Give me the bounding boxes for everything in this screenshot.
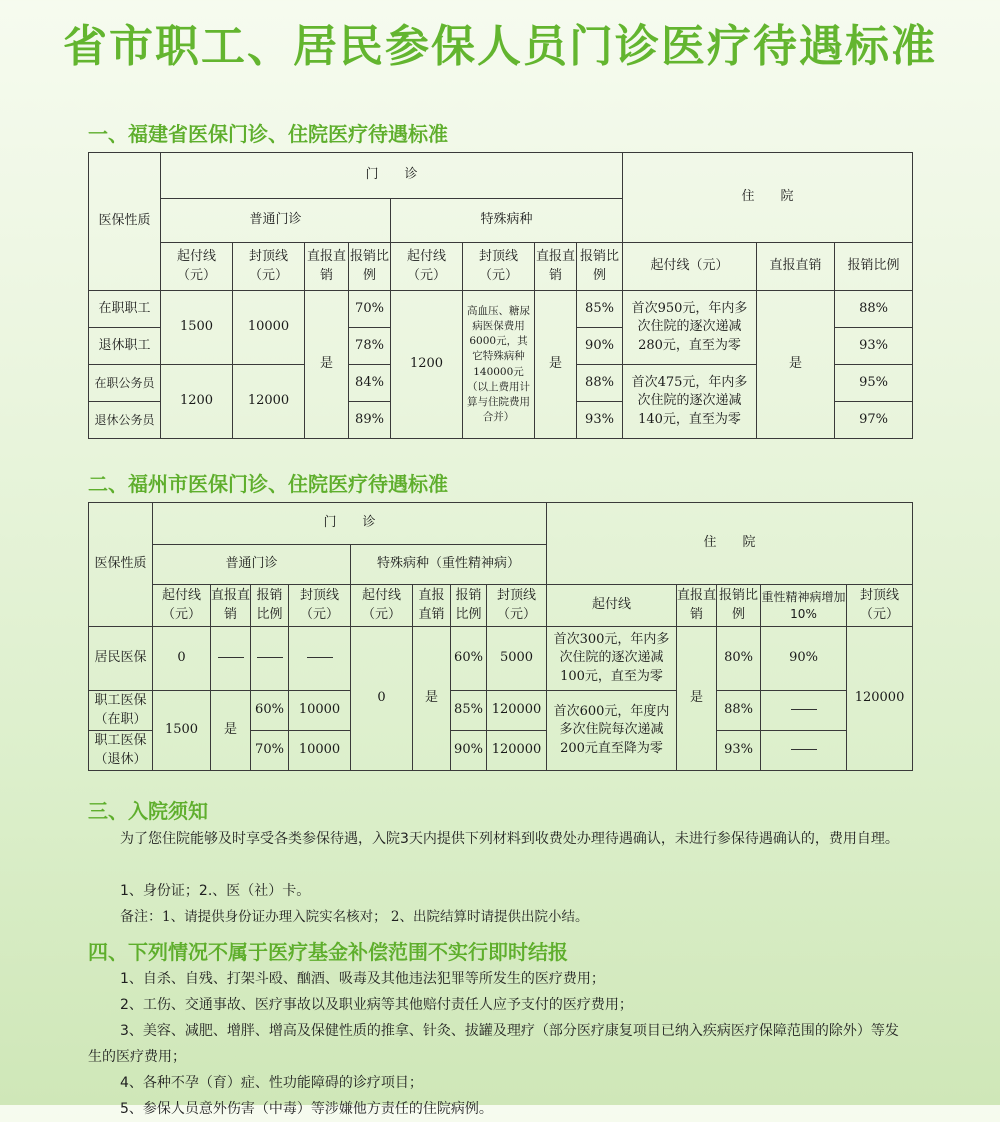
s2-row-label: 居民医保	[89, 627, 153, 691]
s2-in-direct: 是	[677, 627, 717, 771]
s1-h-in-deductible: 起付线（元）	[623, 243, 757, 291]
s2-gen-ratio-empty	[251, 627, 289, 691]
s1-sp-ratio: 90%	[577, 328, 623, 365]
s1-row-label: 在职职工	[89, 291, 161, 328]
s1-gen-cap: 12000	[233, 365, 305, 439]
s2-sp-ratio: 85%	[451, 691, 487, 731]
s2-gen-direct-empty	[211, 627, 251, 691]
s2-h-gen-ratio: 报销比例	[251, 585, 289, 627]
s2-sp-ratio: 60%	[451, 627, 487, 691]
s1-h-gen-cap: 封顶线（元）	[233, 243, 305, 291]
s2-header-inpatient: 住 院	[547, 503, 913, 585]
s1-gen-ratio: 89%	[349, 402, 391, 439]
s2-sp-direct: 是	[413, 627, 451, 771]
s2-header-nature: 医保性质	[89, 503, 153, 627]
s1-h-sp-direct: 直报直销	[535, 243, 577, 291]
section1-table	[88, 152, 913, 439]
section3-note-label: 备注：	[120, 909, 162, 925]
s1-in-ratio: 97%	[835, 402, 913, 439]
list-item: 4、各种不孕（育）症、性功能障碍的诊疗项目；	[120, 1075, 423, 1091]
s2-gen-deductible: 1500	[153, 691, 211, 771]
s1-in-ratio: 88%	[835, 291, 913, 328]
s1-sp-ratio: 85%	[577, 291, 623, 328]
s1-gen-deductible: 1200	[161, 365, 233, 439]
s2-sp-cap: 120000	[487, 691, 547, 731]
s1-sp-cap: 高血压、糖尿病医保费用6000元，其它特殊病种140000元（以上费用计算与住院费用合并）	[463, 291, 535, 439]
s2-sp-deductible: 0	[351, 627, 413, 771]
s1-h-in-ratio: 报销比例	[835, 243, 913, 291]
s1-h-sp-ratio: 报销比例	[577, 243, 623, 291]
s1-header-general: 普通门诊	[161, 199, 391, 243]
page-title: 省市职工、居民参保人员门诊医疗待遇标准	[63, 21, 937, 72]
s1-gen-deductible: 1500	[161, 291, 233, 365]
s1-h-gen-direct: 直报直销	[305, 243, 349, 291]
s2-h-sp-cap: 封顶线（元）	[487, 585, 547, 627]
s2-in-mental-empty	[761, 691, 847, 731]
s2-gen-direct: 是	[211, 691, 251, 771]
s2-header-outpatient: 门 诊	[153, 503, 547, 545]
section3-note-text: 1、请提供身份证办理入院实名核对； 2、出院结算时请提供出院小结。	[162, 909, 589, 925]
section4-list	[88, 966, 912, 1122]
s2-sp-cap: 120000	[487, 731, 547, 771]
s2-h-gen-cap: 封顶线（元）	[289, 585, 351, 627]
s1-sp-direct: 是	[535, 291, 577, 439]
section3-paragraph: 为了您住院能够及时享受各类参保待遇，入院3天内提供下列材料到收费处办理待遇确认，未进行参保待遇确认的，费用自理。	[120, 831, 899, 847]
s2-gen-deductible: 0	[153, 627, 211, 691]
s2-h-gen-direct: 直报直销	[211, 585, 251, 627]
s1-in-ratio: 93%	[835, 328, 913, 365]
s1-h-sp-cap: 封顶线（元）	[463, 243, 535, 291]
s1-row-label: 退休公务员	[89, 402, 161, 439]
s2-h-sp-direct: 直报直销	[413, 585, 451, 627]
s1-header-nature: 医保性质	[89, 153, 161, 291]
s1-in-deductible: 首次475元，年内多次住院的逐次递减140元，直至为零	[623, 365, 757, 439]
s1-row-label: 在职公务员	[89, 365, 161, 402]
s1-gen-ratio: 84%	[349, 365, 391, 402]
s1-header-outpatient: 门 诊	[161, 153, 623, 199]
s1-gen-ratio: 70%	[349, 291, 391, 328]
s2-gen-cap: 10000	[289, 731, 351, 771]
s2-row-label: 职工医保（退休）	[89, 731, 153, 771]
s2-in-ratio: 80%	[717, 627, 761, 691]
s1-h-sp-deductible: 起付线（元）	[391, 243, 463, 291]
s1-h-gen-deductible: 起付线（元）	[161, 243, 233, 291]
s1-header-special: 特殊病种	[391, 199, 623, 243]
s2-in-deductible: 首次300元，年内多次住院的逐次递减100元，直至为零	[547, 627, 677, 691]
s2-in-cap: 120000	[847, 627, 913, 771]
section1-heading: 一、福建省医保门诊、住院医疗待遇标准	[88, 122, 448, 146]
section3-note	[120, 904, 910, 930]
s2-h-in-direct: 直报直销	[677, 585, 717, 627]
s2-gen-ratio: 60%	[251, 691, 289, 731]
s2-in-ratio: 88%	[717, 691, 761, 731]
s2-h-in-ratio: 报销比例	[717, 585, 761, 627]
section3-materials: 1、身份证；2.、医（社）卡。	[120, 883, 311, 899]
s2-h-sp-deductible: 起付线（元）	[351, 585, 413, 627]
s1-gen-cap: 10000	[233, 291, 305, 365]
s1-gen-direct: 是	[305, 291, 349, 439]
s2-in-deductible: 首次600元，年度内多次住院每次递减200元直至降为零	[547, 691, 677, 771]
section4-heading: 四、下列情况不属于医疗基金补偿范围不实行即时结报	[88, 940, 568, 964]
section2-heading: 二、福州市医保门诊、住院医疗待遇标准	[88, 472, 448, 496]
s2-gen-cap-empty	[289, 627, 351, 691]
s2-header-special: 特殊病种（重性精神病）	[351, 545, 547, 585]
s2-in-mental: 90%	[761, 627, 847, 691]
s1-h-in-direct: 直报直销	[757, 243, 835, 291]
s2-gen-ratio: 70%	[251, 731, 289, 771]
s2-gen-cap: 10000	[289, 691, 351, 731]
s1-gen-ratio: 78%	[349, 328, 391, 365]
s2-header-general: 普通门诊	[153, 545, 351, 585]
s1-h-gen-ratio: 报销比例	[349, 243, 391, 291]
s2-sp-ratio: 90%	[451, 731, 487, 771]
s2-in-mental-empty	[761, 731, 847, 771]
s1-in-deductible: 首次950元，年内多次住院的逐次递减280元，直至为零	[623, 291, 757, 365]
s2-in-ratio: 93%	[717, 731, 761, 771]
s2-sp-cap: 5000	[487, 627, 547, 691]
s2-h-in-cap: 封顶线（元）	[847, 585, 913, 627]
s1-in-ratio: 95%	[835, 365, 913, 402]
s1-row-label: 退休职工	[89, 328, 161, 365]
section2-table	[88, 502, 913, 771]
s2-row-label: 职工医保（在职）	[89, 691, 153, 731]
s1-in-direct: 是	[757, 291, 835, 439]
s1-sp-deductible: 1200	[391, 291, 463, 439]
s2-h-sp-ratio: 报销比例	[451, 585, 487, 627]
list-item: 3、美容、减肥、增胖、增高及保健性质的推拿、针灸、拔罐及理疗（部分医疗康复项目已纳入疾病医疗保障范围的除外）等发生的医疗费用；	[88, 1023, 899, 1065]
s2-h-gen-deductible: 起付线（元）	[153, 585, 211, 627]
s2-h-in-deductible: 起付线	[547, 585, 677, 627]
section3-heading: 三、入院须知	[88, 799, 208, 823]
list-item: 1、自杀、自残、打架斗殴、酗酒、吸毒及其他违法犯罪等所发生的医疗费用；	[120, 971, 605, 987]
s2-h-in-mental: 重性精神病增加10%	[761, 585, 847, 627]
list-item: 2、工伤、交通事故、医疗事故以及职业病等其他赔付责任人应予支付的医疗费用；	[120, 997, 633, 1013]
list-item: 5、参保人员意外伤害（中毒）等涉嫌他方责任的住院病例。	[120, 1101, 493, 1117]
s1-sp-ratio: 93%	[577, 402, 623, 439]
s1-header-inpatient: 住 院	[623, 153, 913, 243]
s1-sp-ratio: 88%	[577, 365, 623, 402]
